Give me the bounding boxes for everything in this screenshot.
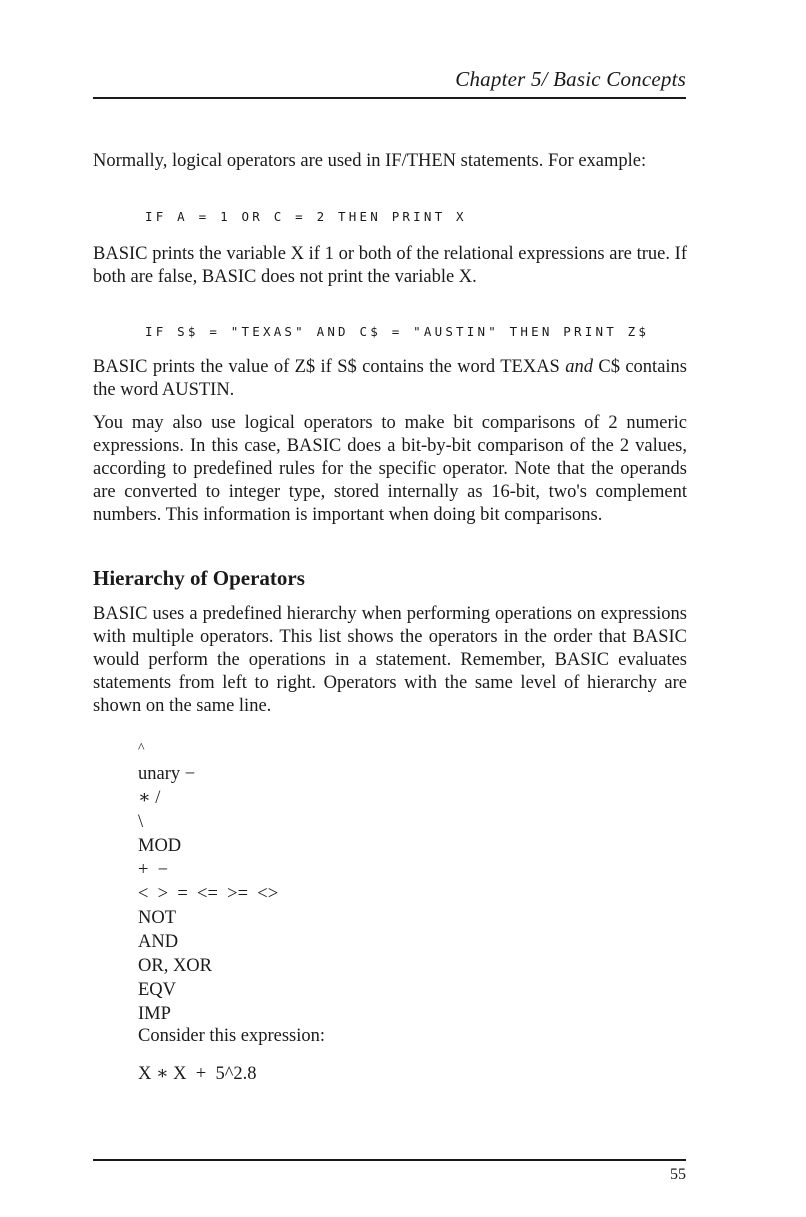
para3-part1: BASIC prints the value of Z$ if S$ contains the word TEXAS [93, 357, 566, 377]
para3-part2: C$ contains the word AUSTIN. [93, 357, 687, 400]
operator-level: ∗ / [138, 788, 161, 808]
operator-level [138, 738, 278, 762]
operator-level: \ [138, 812, 144, 832]
para3-emphasis: and [565, 357, 593, 377]
operator-level: < > = <= >= <> [138, 884, 279, 904]
operator-level: MOD [138, 836, 182, 856]
operator-caret: ^ [138, 741, 145, 756]
code-example-if-and: IF S$ = "TEXAS" AND C$ = "AUSTIN" THEN PRINT Z$ [145, 324, 650, 339]
hierarchy-paragraph: BASIC uses a predefined hierarchy when performing operations on expressions with multiple operators. This list shows the operators in the order that BASIC would perform the operations in a statement. Remember, BASIC evaluates statements from left to right. Operators with the same level of hierarchy are shown on the same line. [93, 604, 687, 716]
operator-level: unary − [138, 764, 196, 784]
operator-level: OR, XOR [138, 956, 213, 976]
section-heading: Hierarchy of Operators [93, 566, 305, 590]
operator-level: NOT [138, 908, 177, 928]
operator-level: IMP [138, 1004, 171, 1024]
page-number: 55 [670, 1166, 686, 1183]
explanation-paragraph-and [93, 356, 687, 402]
example-expression: X ∗ X + 5^2.8 [138, 1064, 257, 1084]
operator-level: EQV [138, 980, 177, 1000]
operator-level: AND [138, 932, 179, 952]
chapter-header: Chapter 5/ Basic Concepts [455, 67, 686, 91]
bit-comparison-paragraph: You may also use logical operators to make bit comparisons of 2 numeric expressions. In this case, BASIC does a bit-by-bit comparison of the 2 values, according to predefined rules for the specific operator. Note that the operands are converted to integer type, stored internally as 16-bit, two's complement numbers. This information is important when doing bit comparisons. [93, 413, 687, 525]
code-example-if-or: IF A = 1 OR C = 2 THEN PRINT X [145, 209, 467, 224]
operator-level: + − [138, 860, 169, 880]
operator-hierarchy-list [138, 738, 278, 1026]
header-rule [93, 97, 686, 99]
footer-rule [93, 1159, 686, 1161]
intro-paragraph: Normally, logical operators are used in IF/THEN statements. For example: [93, 151, 647, 171]
consider-text: Consider this expression: [138, 1026, 326, 1046]
explanation-paragraph-or: BASIC prints the variable X if 1 or both of the relational expressions are true. If both are false, BASIC does not print the variable X. [93, 244, 687, 287]
